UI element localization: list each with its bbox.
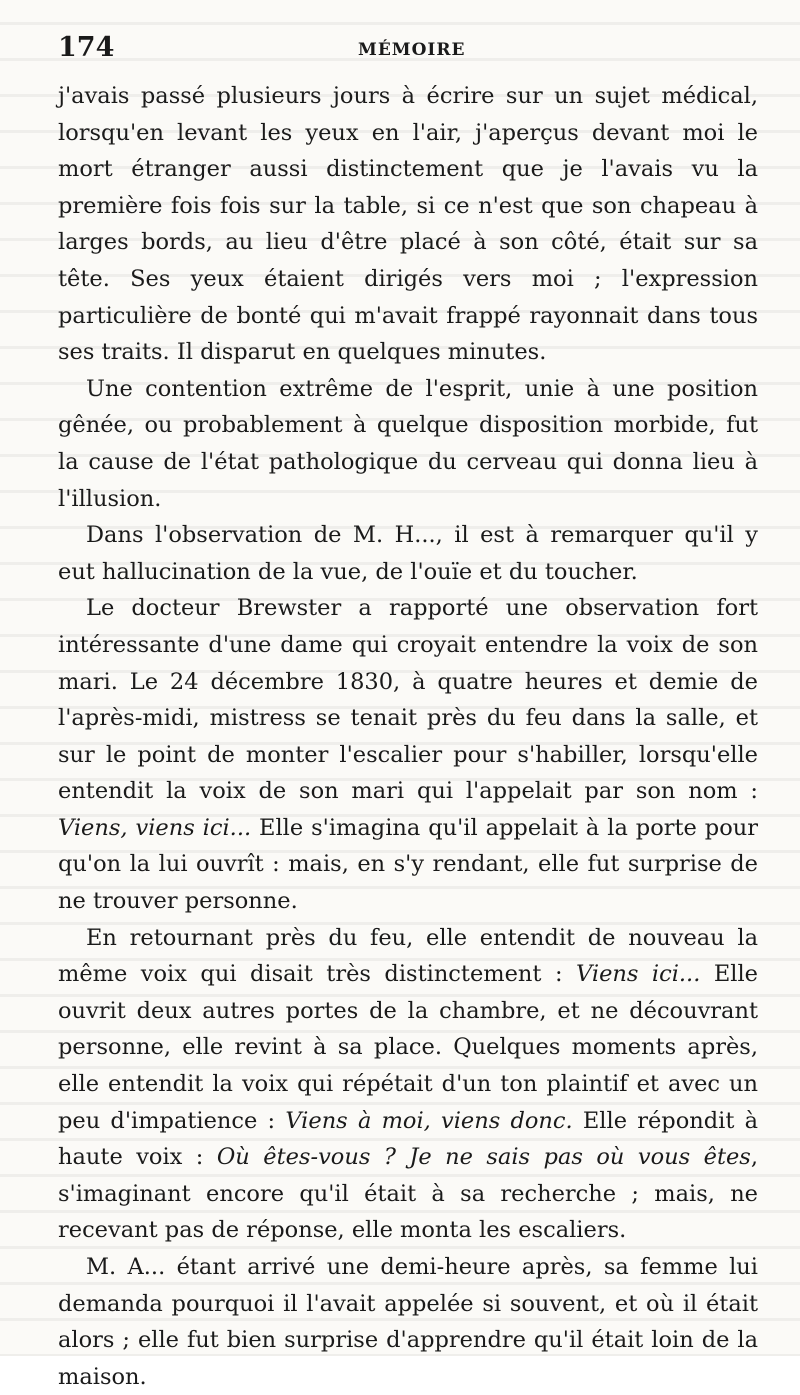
italic-quote: Viens ici... xyxy=(576,961,701,988)
text-run: Elle ouvrit deux autres portes de la chambre, et ne découvrant personne, elle revint à sa place. Quelques moments après, elle entendit la voix qui répétait d'un ton plaintif et avec un peu d'impatience : xyxy=(58,961,758,1134)
text-run: Une contention extrême de l'esprit, unie à une position gênée, ou probablement à quelque disposition morbide, fut la cause de l'état pathologique du cerveau qui donna lieu à l'illusion. xyxy=(58,375,758,512)
text-run: Le docteur Brewster a rapporté une observation fort intéressante d'une dame qui croyait entendre la voix de son mari. Le 24 décembre 1830, à quatre heures et demie de l'après-midi, mistress se tenait près du feu dans la salle, et sur le point de monter l'escalier pour s'habiller, lorsqu'elle entendit la voix de son mari qui l'appelait par son nom : xyxy=(58,595,758,805)
paragraph xyxy=(58,590,758,919)
running-head: MÉMOIRE xyxy=(358,40,466,60)
page-number: 174 xyxy=(58,32,115,63)
paragraph xyxy=(58,1249,758,1395)
paragraph xyxy=(58,920,758,1249)
text-run: j'avais passé plusieurs jours à écrire sur un sujet médical, lorsqu'en levant les yeux en l'air, j'aperçus devant moi le mort étranger aussi distinctement que je l'avais vu la première fois fois sur la table, si ce n'est que son chapeau à larges bords, au lieu d'être placé à son côté, était sur sa tête. Ses yeux étaient dirigés vers moi ; l'expression particulière de bonté qui m'avait frappé rayonnait dans tous ses traits. Il disparut en quelques minutes. xyxy=(58,83,758,366)
text-run: Elle répondit à haute voix : xyxy=(58,1107,759,1171)
paragraph xyxy=(58,517,758,590)
text-run: M. A... étant arrivé une demi-heure après, sa femme lui demanda pourquoi il l'avait appelée si souvent, et où il était alors ; elle fut bien surprise d'apprendre qu'il était loin de la maison. xyxy=(58,1254,758,1390)
italic-quote: Où êtes-vous ? Je ne sais pas où vous êtes xyxy=(216,1144,751,1171)
text-run: , s'imaginant encore qu'il était à sa recherche ; mais, ne recevant pas de réponse, elle monta les escaliers. xyxy=(58,1144,759,1244)
italic-quote: Viens, viens ici... xyxy=(58,814,252,841)
text-run: Dans l'observation de M. H..., il est à remarquer qu'il y eut hallucination de la vue, de l'ouïe et du toucher. xyxy=(58,522,758,585)
text-run: En retournant près du feu, elle entendit de nouveau la même voix qui disait très distinctement : xyxy=(58,924,758,988)
paragraph xyxy=(58,371,758,517)
text-run: Elle s'imagina qu'il appelait à la porte pour qu'on la lui ouvrît : mais, en s'y rendant, elle fut surprise de ne trouver personne. xyxy=(58,814,758,915)
italic-quote: Viens à moi, viens donc. xyxy=(285,1107,573,1134)
page-header xyxy=(58,32,752,72)
body-text xyxy=(58,78,758,1395)
paragraph xyxy=(58,78,758,371)
